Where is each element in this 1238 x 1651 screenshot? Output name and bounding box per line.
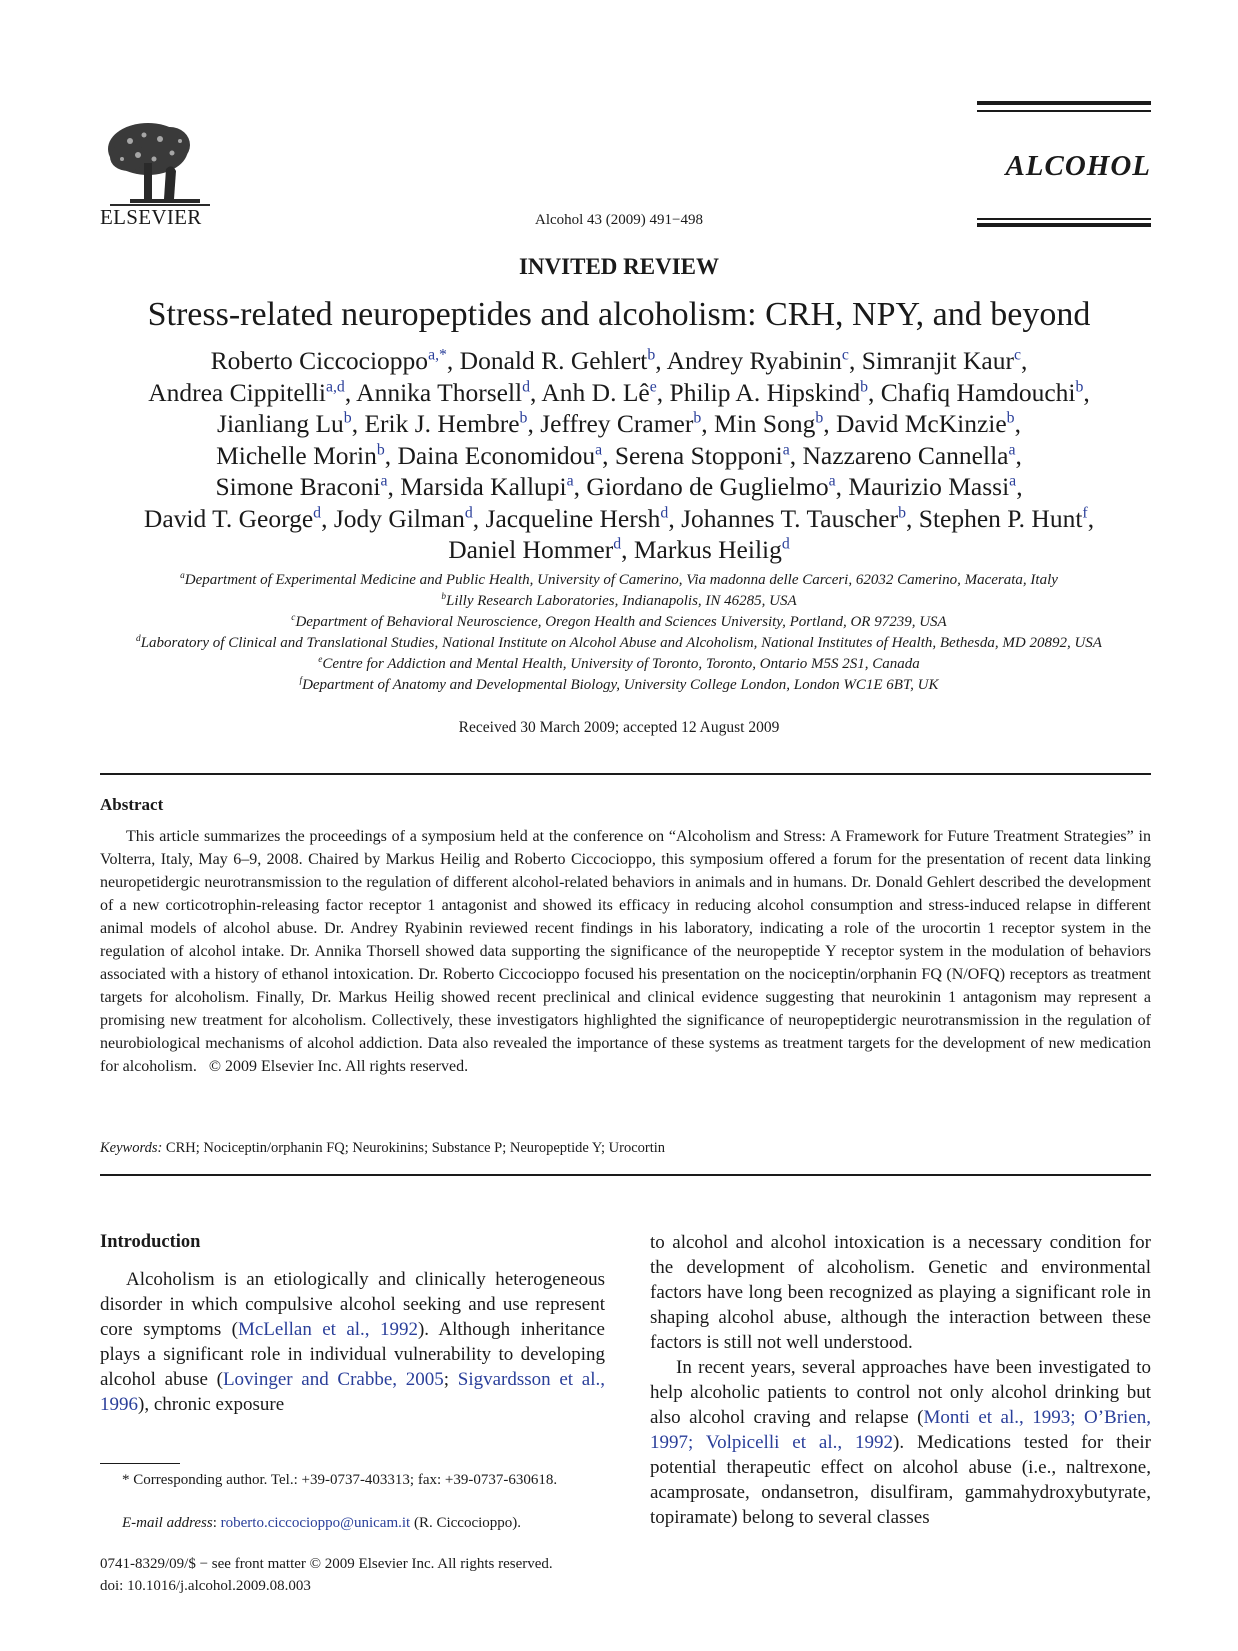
affiliation-marker[interactable]: a,d xyxy=(325,378,345,395)
corresponding-author-note: * Corresponding author. Tel.: +39-0737-403313; fax: +39-0737-630618. xyxy=(122,1472,558,1488)
introduction-heading: Introduction xyxy=(100,1232,201,1252)
author-name: Jianliang Lu xyxy=(217,409,344,438)
author-list: Roberto Ciccocioppo$^{a,*}$, Donald R. Gehlert$^b$, Andrey Ryabinin$^c$, Simranjit Kaur$^c$, Andrea Cippitelli$^{a,d}$, Annika Thorsell$^d$, Anh D. $Lê^e$, Philip A. Hipskind$^b$, Chafiq Hamdouchi$^b$, Jianliang Lu$^b$, Erik J. Hembre$^b$, Jeffrey Cramer$^b$, Min Song$^b$, David McKinzie$^b$, Michelle Morin$^b$, Daina Economidou$^a$, Serena Stopponi$^a$, Nazzareno Cannella$^a$, Simone Braconi$^a$, Marsida Kallupi$^a$, Giordano de Guglielmo$^a$, Maurizio Massi$^a$, David T. George$^d$, Jody Gilman$^d$, Jacqueline Hersh$^d$, Johannes T. Tauscher$^b$, Stephen P. Hunt$^f$, Daniel Hommer$^d$, Markus Heilig$^d$ xyxy=(143,346,1095,564)
author-name: Michelle Morin xyxy=(216,440,377,470)
email-link[interactable]: roberto.ciccocioppo@unicam.it xyxy=(220,1515,411,1531)
affiliation-marker[interactable]: b xyxy=(376,441,385,458)
affiliation xyxy=(80,654,1158,675)
intro-paragraph: In recent years, several approaches have been investigated to help alcoholic patients to control not only alcohol drinking but also alcohol craving and relapse (Monti et al., 1993; O’Brien, 1997; Volpicelli et al., 1992). Medications tested for their potential therapeutic effect on alcohol abuse (i.e., naltrexone, acamprosate, ondansetron, disulfiram, gammahydroxybutyrate, topiramate) belong to several classes xyxy=(650,1357,1151,1528)
affiliation xyxy=(80,633,1158,654)
abstract-body xyxy=(100,825,1151,1078)
affiliation xyxy=(80,591,1158,612)
doi-line: doi: 10.1016/j.alcohol.2009.08.003 xyxy=(100,1578,311,1594)
journal-title: ALCOHOL xyxy=(1005,150,1151,182)
affiliation xyxy=(80,612,1158,633)
affiliation-marker[interactable]: a xyxy=(1008,441,1016,458)
affiliation-marker[interactable]: b xyxy=(815,409,824,427)
author-name: Markus Heilig xyxy=(633,535,782,564)
abstract-copyright: © 2009 Elsevier Inc. All rights reserved. xyxy=(208,1058,469,1075)
author-name: Giordano de Guglielmo xyxy=(586,472,829,501)
author-name: Serena Stopponi xyxy=(614,440,783,470)
affiliation-marker[interactable]: d xyxy=(613,535,622,553)
author-name: Roberto Ciccocioppo xyxy=(210,346,429,375)
intro-paragraph: to alcohol and alcohol intoxication is a necessary condition for the development of alcoholism. Genetic and environmental factors have long been recognized as playing a significant role in shaping alcohol abuse, although the interaction between these factors is still not well understood. xyxy=(650,1232,1151,1353)
author-name: Min Song xyxy=(714,409,816,438)
affiliation-text: Centre for Addiction and Mental Health, University of Toronto, Toronto, Ontario M5S 2S1, Canada xyxy=(322,656,920,672)
keywords-list: CRH; Nociceptin/orphanin FQ; Neurokinins; Substance P; Neuropeptide Y; Urocortin xyxy=(165,1140,666,1156)
right-column xyxy=(650,1230,1151,1530)
author-name: Andrea Cippitelli xyxy=(148,377,326,407)
author-name: Philip A. Hipskind xyxy=(669,377,861,407)
affiliation-marker[interactable]: a,* xyxy=(428,346,447,364)
affiliation-marker[interactable]: d xyxy=(660,504,669,521)
paper-title: Stress-related neuropeptides and alcoholism: CRH, NPY, and beyond xyxy=(147,296,1091,333)
affiliation-marker[interactable]: b xyxy=(898,504,907,521)
footnote-rule xyxy=(100,1463,180,1464)
affiliation-marker[interactable]: b xyxy=(343,409,352,427)
affiliation-text: Lilly Research Laboratories, Indianapolis, IN 46285, USA xyxy=(445,593,797,609)
author-name: Annika Thorsell xyxy=(356,377,523,407)
publisher-wordmark: ELSEVIER xyxy=(100,205,202,229)
affiliation-key: e xyxy=(318,655,323,665)
author-name: Johannes T. Tauscher xyxy=(681,503,899,533)
issn-line: 0741-8329/09/$ − see front matter © 2009 Elsevier Inc. All rights reserved. xyxy=(100,1556,553,1572)
author-name: Donald R. Gehlert xyxy=(459,346,648,375)
affiliation-key: f xyxy=(299,676,303,686)
affiliation-marker[interactable]: a xyxy=(1009,472,1017,490)
reference-link[interactable]: McLellan et al., 1992 xyxy=(237,1319,418,1340)
affiliation-marker[interactable]: f xyxy=(1082,504,1088,521)
affiliation-marker[interactable]: e xyxy=(649,378,657,395)
affiliation-marker[interactable]: a xyxy=(782,441,790,458)
abstract-heading: Abstract xyxy=(100,795,164,814)
affiliation xyxy=(80,675,1158,696)
affiliation-marker[interactable]: b xyxy=(1006,409,1015,427)
header-rule xyxy=(977,101,1151,105)
affiliation-marker[interactable]: a xyxy=(595,441,603,458)
author-name: Chafiq Hamdouchi xyxy=(880,377,1076,407)
affiliation-marker[interactable]: a xyxy=(828,472,836,490)
keywords xyxy=(100,1140,1151,1157)
author-name: Anh D. Lê xyxy=(541,377,650,407)
author-name: Stephen P. Hunt xyxy=(918,503,1083,533)
author-name: David McKinzie xyxy=(836,409,1007,438)
affiliation-key: d xyxy=(136,634,141,644)
left-column xyxy=(100,1230,605,1417)
affiliation-marker[interactable]: d xyxy=(313,504,322,521)
affiliation-marker[interactable]: b xyxy=(647,346,656,364)
author-name: Simranjit Kaur xyxy=(861,346,1014,375)
author-name: David T. George xyxy=(143,503,314,533)
intro-paragraph: Alcoholism is an etiologically and clinically heterogeneous disorder in which compulsive alcohol seeking and use represent core symptoms (McLellan et al., 1992). Although inheritance plays a significant role in individual vulnerability to developing alcohol abuse (Lovinger and Crabbe, 2005; Sigvardsson et al., 1996), chronic exposure xyxy=(100,1269,606,1415)
affiliation-marker[interactable]: a xyxy=(380,472,388,490)
author-name: Simone Braconi xyxy=(215,472,381,501)
affiliation-key: b xyxy=(441,592,446,602)
abstract-divider xyxy=(100,773,1151,775)
author-name: Daniel Hommer xyxy=(448,535,614,564)
affiliation-marker[interactable]: d xyxy=(522,378,531,395)
author-name: Erik J. Hembre xyxy=(364,409,520,438)
reference-link[interactable]: Lovinger and Crabbe, 2005 xyxy=(222,1369,444,1390)
affiliation-marker[interactable]: b xyxy=(860,378,868,395)
author-name: Jacqueline Hersh xyxy=(485,503,661,533)
section-label: INVITED REVIEW xyxy=(518,254,719,279)
affiliation-text: Department of Experimental Medicine and Public Health, University of Camerino, Via madonna delle Carceri, 62032 Camerino, Macerata, Italy xyxy=(184,572,1058,588)
author-name: Jody Gilman xyxy=(333,503,465,533)
keywords-label: Keywords: xyxy=(100,1140,163,1156)
affiliation-marker[interactable]: b xyxy=(693,409,702,427)
affiliation-marker[interactable]: b xyxy=(519,409,528,427)
affiliation-marker[interactable]: d xyxy=(781,535,790,553)
affiliation-key: a xyxy=(180,571,185,581)
affiliation-list xyxy=(80,570,1158,696)
author-name: Jeffrey Cramer xyxy=(540,409,694,438)
reference-link[interactable]: Monti et al., 1993; O’Brien, 1997; Volpicelli et al., 1992 xyxy=(650,1407,1151,1453)
affiliation-marker[interactable]: a xyxy=(566,472,574,490)
affiliation-key: c xyxy=(291,613,296,623)
email-note: E-mail address: roberto.ciccocioppo@unicam.it (R. Ciccocioppo). xyxy=(122,1515,522,1531)
header-rule xyxy=(977,110,1151,112)
reference-link[interactable]: Sigvardsson et al., 1996 xyxy=(100,1369,606,1415)
author-name: Maurizio Massi xyxy=(848,472,1010,501)
affiliation xyxy=(80,570,1158,591)
affiliation-marker[interactable]: c xyxy=(1013,346,1021,364)
affiliation-marker[interactable]: c xyxy=(841,346,849,364)
abstract-text: This article summarizes the proceedings of a symposium held at the conference on “Alcoholism and Stress: A Framework for Future Treatment Strategies” in Volterra, Italy, May 6–9, 2008. Chaired by Markus Heilig and Roberto Ciccocioppo, this symposium offered a forum for the presentation of recent data linking neuropetidergic neurotransmission to the regulation of different alcohol-related behaviors in animals and in humans. Dr. Donald Gehlert described the development of a new corticotrophin-releasing factor receptor 1 antagonist and showed its efficacy in reducing alcohol consumption and stress-induced relapse in different animal models of alcohol abuse. Dr. Andrey Ryabinin reviewed recent findings in his laboratory, indicating a role of the urocortin 1 receptor system in the regulation of alcohol intake. Dr. Annika Thorsell showed data supporting the significance of the neuropeptide Y receptor system in the modulation of behaviors associated with a history of ethanol intoxication. Dr. Roberto Ciccocioppo focused his presentation on the nociceptin/orphanin FQ (N/OFQ) receptors as treatment targets for alcoholism. Finally, Dr. Markus Heilig showed recent preclinical and clinical evidence suggesting that neurokinin 1 antagonism may represent a promising new treatment for alcoholism. Collectively, these investigators highlighted the significance of neuropeptidergic neurotransmission in the regulation of neurobiological mechanisms of alcohol addiction. Data also revealed the importance of these systems as treatment targets for the development of new medication for alcoholism. xyxy=(100,828,1151,1075)
author-name: Marsida Kallupi xyxy=(400,472,567,501)
abstract-divider xyxy=(100,1174,1151,1176)
header-rule xyxy=(977,218,1151,220)
affiliation-marker[interactable]: d xyxy=(464,504,473,521)
author-name: Daina Economidou xyxy=(397,440,596,470)
affiliation-text: Laboratory of Clinical and Translational Studies, National Institute on Alcohol Abuse and Alcoholism, National Institutes of Health, Bethesda, MD 20892, USA xyxy=(140,635,1102,651)
affiliation-text: Department of Anatomy and Developmental Biology, University College London, London WC1E 6BT, UK xyxy=(302,677,939,693)
journal-citation: Alcohol 43 (2009) 491−498 xyxy=(534,212,704,228)
received-dates: Received 30 March 2009; accepted 12 August 2009 xyxy=(458,719,780,736)
affiliation-marker[interactable]: b xyxy=(1075,378,1084,395)
header-rule xyxy=(977,223,1151,227)
affiliation-text: Department of Behavioral Neuroscience, Oregon Health and Sciences University, Portland, OR 97239, USA xyxy=(295,614,947,630)
author-name: Andrey Ryabinin xyxy=(666,346,842,375)
author-name: Nazzareno Cannella xyxy=(802,440,1009,470)
